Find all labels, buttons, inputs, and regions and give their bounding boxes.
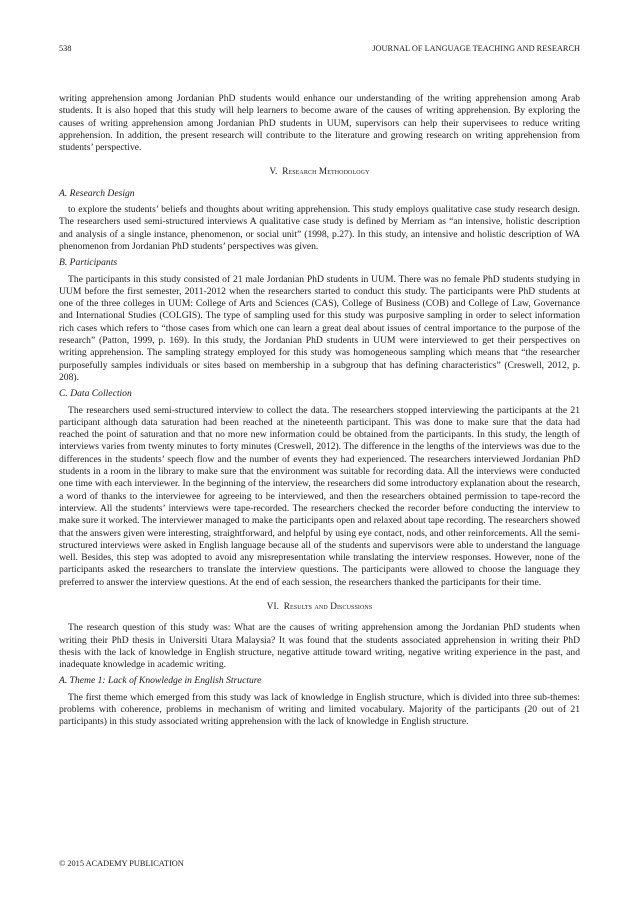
section-heading-methodology [59,165,580,177]
section-title-cap2: D [330,600,337,611]
section-title-rest: esults and [290,600,331,611]
section-heading-results [59,600,580,612]
theme-1-paragraph: The first theme which emerged from this study was lack of knowledge in English structure, which is divided into three sub-themes: problems with coherence, problems in mechanism of writing and limited vocabulary. Majority of the participants (20 out of 21 participants) in this study associated writing apprehension with the lack of knowledge in English structure. [59,691,580,728]
results-intro-paragraph: The research question of this study was: What are the causes of writing apprehension among the Jordanian PhD students when writing their PhD thesis in Universiti Utara Malaysia? It was found that the students associated apprehension in writing their PhD thesis with the lack of knowledge in English structure, negative attitude toward writing, negative writing experience in the past, and inadequate knowledge in academic writing. [59,622,580,671]
article-body [59,93,580,729]
research-design-paragraph: to explore the students’ beliefs and thoughts about writing apprehension. This study employs qualitative case study research design. The researchers used semi-structured interviews A qualitative case study is defined by Merriam as “an intensive, holistic description and analysis of a single instance, phenomenon, or social unit” (1998, p.27). In this study, an intensive and holistic description of WA phenomenon from Jordanian PhD students’ perspectives was given. [59,204,580,252]
section-title-cap: R [283,600,291,611]
subheading-research-design: A. Research Design [59,187,135,199]
section-numeral: VI. [266,600,279,611]
section-numeral: V. [269,166,278,177]
section-title-cap2: M [318,166,328,177]
page-number: 538 [59,44,72,53]
section-title-rest2: ethodology [327,166,370,177]
section-title-cap: R [282,166,289,177]
participants-paragraph: The participants in this study consisted of 21 male Jordanian PhD students in UUM. There was no female PhD students studying in UUM before the first semester, 2011-2012 when the researchers started to conduct this study. The participants were PhD students at one of the three colleges in UUM: College of Arts and Sciences (CAS), College of Business (COB) and College of Law, Governance and International Studies (COLGIS). The type of sampling used for this study was purposive sampling in order to select information rich cases which refers to “those cases from which one can learn a great deal about issues of central importance to the purpose of the research” (Patton, 1999, p. 169). In this study, the Jordanian PhD students in UUM were interviewed to get their perspectives on writing apprehension. The sampling strategy employed for this study was homogeneous sampling which means that “the researcher purposefully samples individuals or sites based on membership in a subgroup that has defining characteristics” (Creswell, 2012, p. 208). [59,273,580,383]
subheading-participants: B. Participants [59,257,118,269]
subheading-data-collection: C. Data Collection [59,388,132,400]
running-header [59,44,580,53]
journal-title: JOURNAL OF LANGUAGE TEACHING AND RESEARCH [372,44,580,53]
data-collection-paragraph: The researchers used semi-structured interview to collect the data. The researchers stopped interviewing the participants at the 21 participant although data saturation had been reached at the nineteenth participant. This was done to make sure that the data had reached the point of saturation and that no more new information could be obtained from the participants. In this study, the length of interviews varies from twenty minutes to forty minutes (Creswell, 2012). The difference in the lengths of the interviews was due to the differences in the students’ speech flow and the number of events they had experienced. The researchers interviewed Jordanian PhD students in a room in the library to make sure that the environment was suitable for recording data. All the interviews were conducted one time with each interviewer. In the beginning of the interview, the researchers did some introductory explanation about the research, a word of thanks to the interviewee for agreeing to be interviewed, and then the researchers obtained permission to tape-record the interview. All the students’ interviews were tape-recorded. The researchers checked the recorder before conducting the interview to make sure it worked. The interviewer managed to make the participants open and relaxed about tape recording. The researchers showed that the answers given were interesting, straightforward, and helpful by using eye contact, nods, and other reinforcements. All the semi-structured interviews were asked in English language because all of the students and supervisors were able to understand the language well. Besides, this step was adopted to avoid any misrepresentation while translating the interview responses. However, none of the participants asked the researchers to translate the interview questions. The participants were allowed to choose the language they preferred to answer the interview questions. At the end of each session, the researchers thanked the participants for their time. [59,404,580,588]
section-title-rest: esearch [288,166,319,177]
subheading-theme-1: A. Theme 1: Lack of Knowledge in English Structure [59,675,262,687]
section-title-rest2: iscussions [336,600,373,611]
copyright-footer: © 2015 ACADEMY PUBLICATION [59,859,184,868]
intro-paragraph: writing apprehension among Jordanian PhD students would enhance our understanding of the writing apprehension among Arab students. It is also hoped that this study will help learners to become aware of the causes of writing apprehension. By exploring the causes of writing apprehension among Jordanian PhD students in UUM, supervisors can help their supervisees to reduce writing apprehension. In addition, the present research will contribute to the literature and growing research on writing apprehension from students’ perspective. [59,93,580,154]
